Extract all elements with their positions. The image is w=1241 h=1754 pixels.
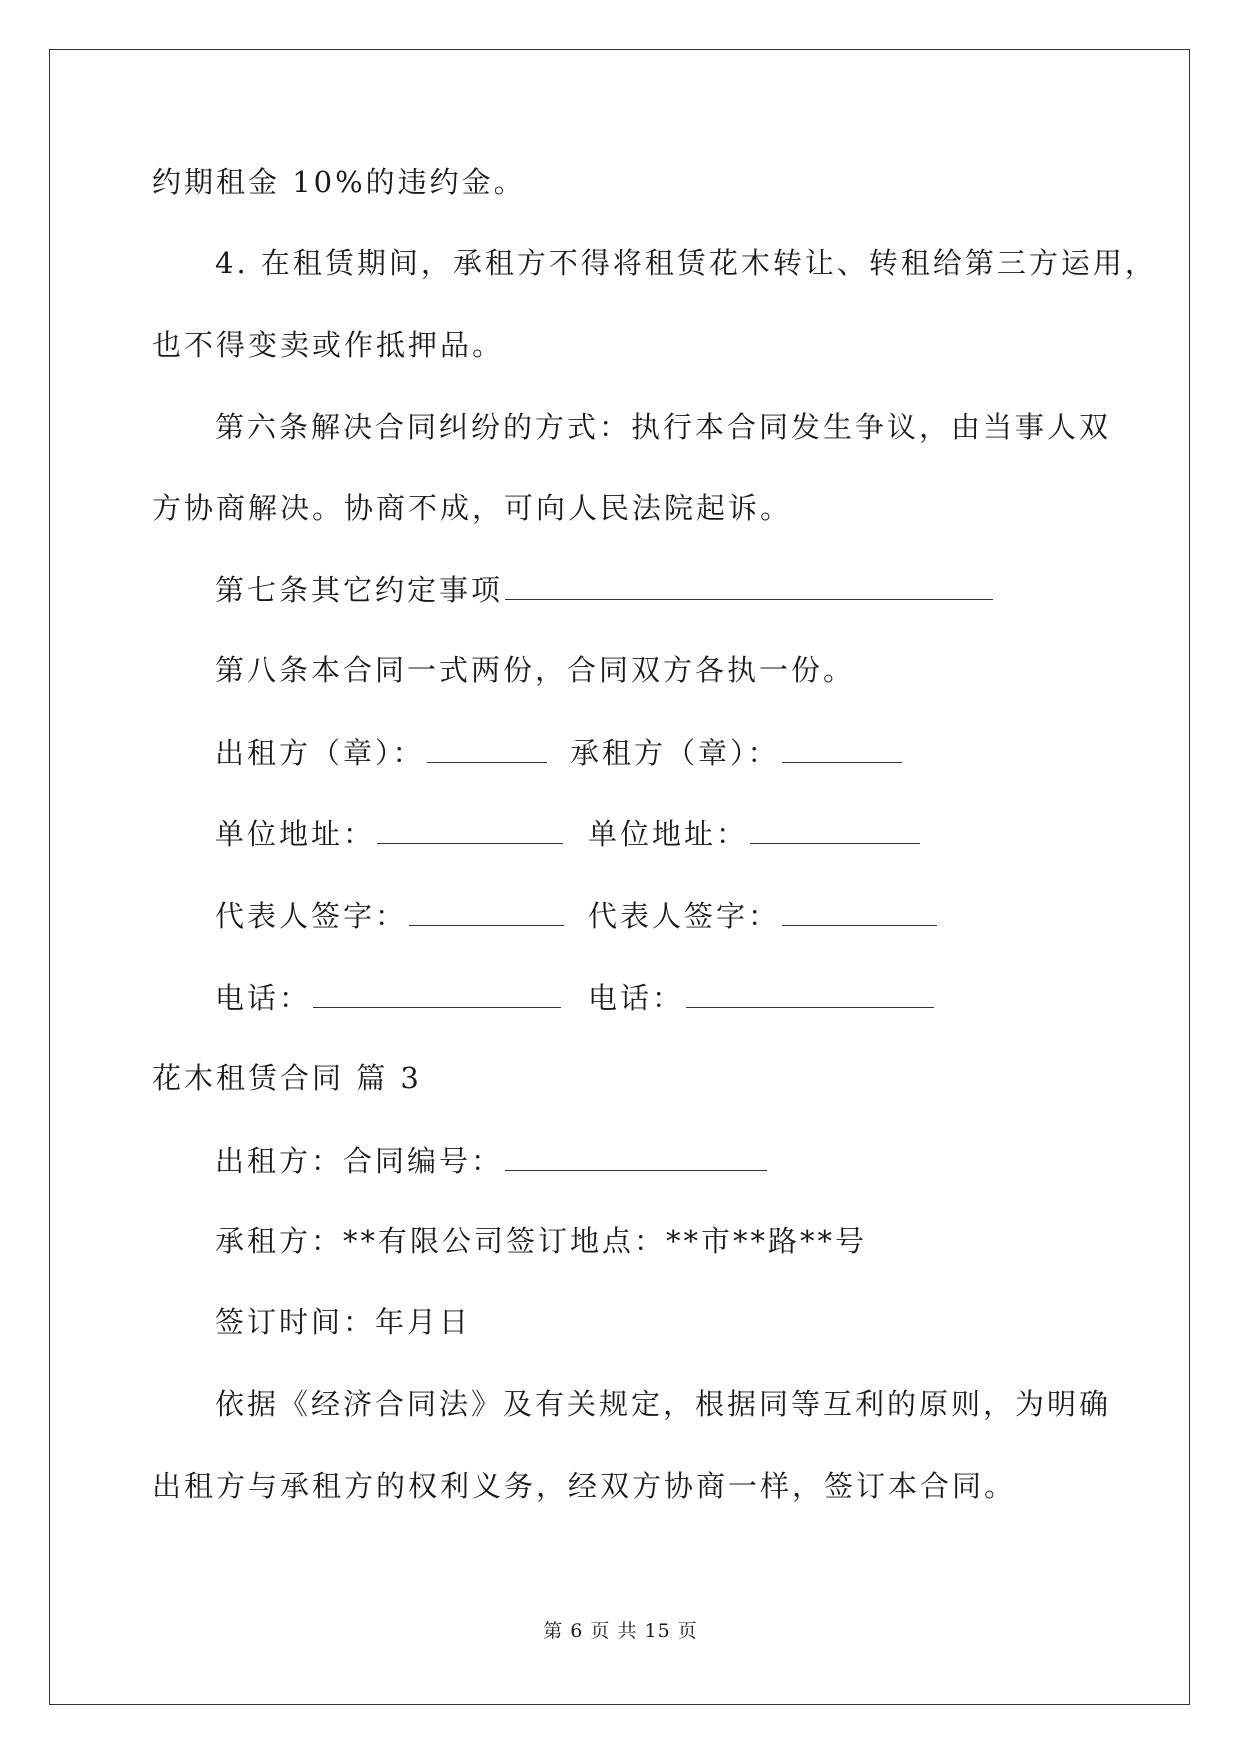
- lessor-address-blank: [377, 813, 563, 844]
- paragraph-line: 约期租金 10%的违约金。: [152, 165, 526, 199]
- address-row: [215, 813, 563, 854]
- lessor-rep-label: 代表人签字：: [215, 899, 408, 933]
- lessee-address-label: 单位地址：: [588, 817, 749, 851]
- lessee-address-blank: [750, 813, 920, 844]
- lessee-rep-blank: [782, 895, 937, 926]
- lessee-rep-label: 代表人签字：: [588, 899, 781, 933]
- paragraph-line: 出租方与承租方的权利义务，经双方协商一样，签订本合同。: [152, 1469, 1017, 1503]
- lessee-rep-line: [588, 895, 937, 936]
- lessee-seal-line: [570, 732, 902, 773]
- sign-date-line: 签订时间：年月日: [215, 1305, 472, 1339]
- page-border: [49, 49, 1190, 1705]
- lessor-seal-label: 出租方（章）：: [215, 736, 425, 770]
- paragraph-line: 第六条解决合同纠纷的方式：执行本合同发生争议，由当事人双: [215, 410, 1112, 444]
- lessor-address-label: 单位地址：: [215, 817, 376, 851]
- other-terms-line: [215, 569, 993, 610]
- paragraph-line: 依据《经济合同法》及有关规定，根据同等互利的原则，为明确: [215, 1387, 1112, 1421]
- lessee-phone-label: 电话：: [588, 981, 685, 1015]
- other-terms-label: 第七条其它约定事项: [215, 573, 504, 607]
- representative-row: [215, 895, 564, 936]
- other-terms-blank: [505, 569, 993, 600]
- paragraph-line: 4. 在租赁期间，承租方不得将租赁花木转让、转租给第三方运用，: [215, 246, 1157, 280]
- lessee-address-line: [588, 813, 920, 854]
- paragraph-line: 方协商解决。协商不成，可向人民法院起诉。: [152, 491, 793, 525]
- contract-no-line: [215, 1140, 767, 1181]
- contract-no-blank: [505, 1140, 767, 1171]
- lessee-phone-line: [588, 977, 934, 1018]
- lessor-phone-blank: [313, 977, 561, 1008]
- phone-row: [215, 977, 561, 1018]
- lessee-phone-blank: [686, 977, 934, 1008]
- paragraph-line: 也不得变卖或作抵押品。: [152, 328, 505, 362]
- lessee-info-line: 承租方：**有限公司签订地点：**市**路**号: [215, 1224, 868, 1258]
- paragraph-line: 第八条本合同一式两份，合同双方各执一份。: [215, 653, 856, 687]
- lessor-phone-label: 电话：: [215, 981, 312, 1015]
- lessor-rep-blank: [409, 895, 564, 926]
- section-heading: 花木租赁合同 篇 3: [152, 1061, 422, 1095]
- lessee-seal-label: 承租方（章）：: [570, 736, 780, 770]
- lessor-seal-blank: [427, 732, 547, 763]
- page-footer: 第 6 页 共 15 页: [543, 1620, 698, 1642]
- contract-no-label: 出租方：合同编号：: [215, 1144, 504, 1178]
- lessee-seal-blank: [782, 732, 902, 763]
- signature-row-seal: [215, 732, 547, 773]
